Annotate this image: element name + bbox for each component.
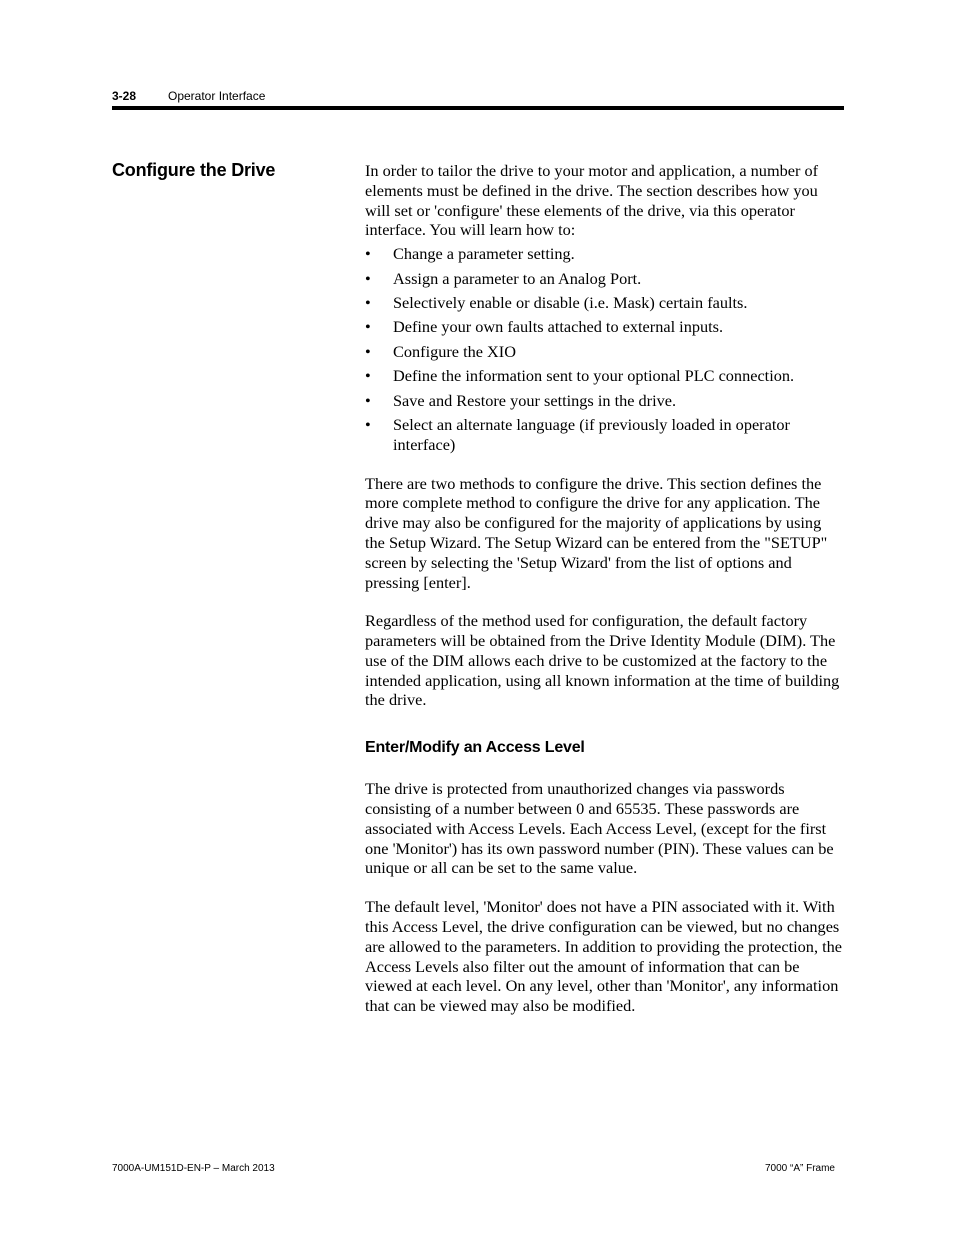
bullet-icon: • — [365, 341, 371, 361]
page-number: 3-28 — [112, 89, 137, 103]
bullet-icon: • — [365, 317, 371, 337]
bullet-icon: • — [365, 268, 371, 288]
list-item: • Define the information sent to your optional PLC connection. — [365, 366, 795, 386]
list-item: • Configure the XIO — [365, 341, 516, 361]
subsection-heading: Enter/Modify an Access Level — [365, 739, 585, 757]
page-header — [112, 89, 265, 103]
passwords-paragraph: The drive is protected from unauthorized changes via passwords consisting of a number between 0 and 65535. These passwords are associated with Access Levels. Each Access Level, (except for the first one 'Monitor') has its own password number (PIN). These values can be unique or all can be set to the same value. — [365, 779, 834, 878]
list-item: • Save and Restore your settings in the drive. — [365, 390, 677, 410]
list-item: • Change a parameter setting. — [365, 244, 575, 264]
section-heading: Configure the Drive — [112, 160, 276, 180]
header-rule — [112, 106, 844, 110]
default-level-paragraph: The default level, 'Monitor' does not have a PIN associated with it. With this Access Level, the drive configuration can be viewed, but no changes are allowed to the parameters. In addition to providing the protection, the Access Levels also filter out the amount of information that can be viewed at each level. On any level, other than 'Monitor', any information that can be viewed may also be modified. — [365, 897, 842, 1016]
bullet-icon: • — [365, 390, 371, 410]
bullet-icon: • — [365, 414, 371, 434]
intro-paragraph: In order to tailor the drive to your motor and application, a number of elements must be defined in the drive. The section describes how you will set or 'configure' these elements of the drive, via this operator interface. You will learn how to: — [365, 161, 819, 240]
list-item: • Select an alternate language (if previously loaded in operator interface) — [365, 414, 790, 454]
body-content — [365, 161, 845, 1016]
footer-publication: 7000A-UM151D-EN-P – March 2013 — [112, 1163, 275, 1174]
bullet-icon: • — [365, 366, 371, 386]
chapter-title: Operator Interface — [168, 89, 266, 103]
bullet-icon: • — [365, 244, 371, 264]
task-list — [365, 244, 845, 454]
methods-paragraph: There are two methods to configure the drive. This section defines the more complete method to configure the drive for any application. The drive may also be configured for the majority of applications by using the Setup Wizard. The Setup Wizard can be entered from the "SETUP" screen by selecting the 'Setup Wizard' from the list of options and pressing [enter]. — [365, 473, 828, 592]
list-item: • Assign a parameter to an Analog Port. — [365, 268, 642, 288]
dim-paragraph: Regardless of the method used for configuration, the default factory parameters will be obtained from the Drive Identity Module (DIM). The use of the DIM allows each drive to be customized at the factory to the intended application, using all known information at the time of building the drive. — [365, 611, 840, 710]
list-item: • Define your own faults attached to external inputs. — [365, 317, 724, 337]
list-item: • Selectively enable or disable (i.e. Mask) certain faults. — [365, 292, 748, 312]
footer-product: 7000 “A” Frame — [764, 1163, 835, 1174]
bullet-icon: • — [365, 292, 371, 312]
